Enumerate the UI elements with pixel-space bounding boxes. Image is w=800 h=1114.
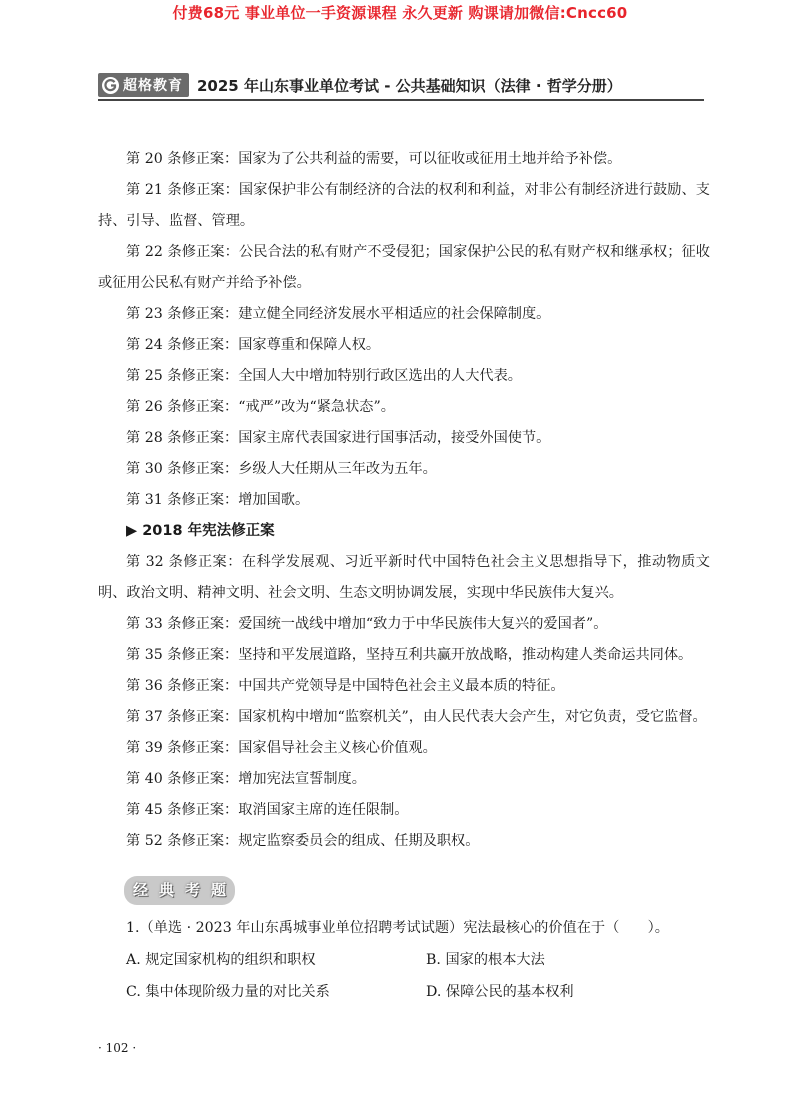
banner-char: 经 <box>132 881 148 899</box>
amendment-paragraph: 第 35 条修正案：坚持和平发展道路，坚持互利共赢开放战略，推动构建人类命运共同体。 <box>126 647 693 663</box>
amendment-paragraph: 第 25 条修正案：全国人大中增加特别行政区选出的人大代表。 <box>126 368 522 384</box>
amendment-paragraph: 第 45 条修正案：取消国家主席的连任限制。 <box>126 802 409 818</box>
amendment-paragraph: 第 23 条修正案：建立健全同经济发展水平相适应的社会保障制度。 <box>126 306 551 322</box>
amendment-paragraph: 第 22 条修正案：公民合法的私有财产不受侵犯；国家保护公民的私有财产权和继承权；征收或征用公民私有财产并给予补偿。 <box>98 244 710 291</box>
amendment-paragraph: 第 28 条修正案：国家主席代表国家进行国事活动，接受外国使节。 <box>126 430 551 446</box>
classic-questions-banner <box>124 876 235 905</box>
amendment-paragraph: 第 36 条修正案：中国共产党领导是中国特色社会主义最本质的特征。 <box>126 678 565 694</box>
amendment-paragraph: 第 21 条修正案：国家保护非公有制经济的合法的权利和利益，对非公有制经济进行鼓励、支持、引导、监督、管理。 <box>98 182 710 229</box>
option-d: D. 保障公民的基本权利 <box>426 984 574 1000</box>
amendment-paragraph: 第 32 条修正案：在科学发展观、习近平新时代中国特色社会主义思想指导下，推动物质文明、政治文明、精神文明、社会文明、生态文明协调发展，实现中华民族伟大复兴。 <box>98 554 710 601</box>
main-content <box>98 144 710 857</box>
amendment-paragraph: 第 30 条修正案：乡级人大任期从三年改为五年。 <box>126 461 437 477</box>
page-number: · 102 · <box>98 1041 137 1055</box>
header-divider <box>98 99 704 101</box>
amendment-paragraph: 第 24 条修正案：国家尊重和保障人权。 <box>126 337 381 353</box>
amendment-paragraph: 第 52 条修正案：规定监察委员会的组成、任期及职权。 <box>126 833 480 849</box>
logo-text: 超格教育 <box>123 78 183 94</box>
exam-question <box>98 912 710 1008</box>
book-title: 2025 年山东事业单位考试 - 公共基础知识（法律 · 哲学分册） <box>197 76 622 95</box>
amendment-paragraph: 第 20 条修正案：国家为了公共利益的需要，可以征收或征用土地并给予补偿。 <box>126 151 622 167</box>
brand-logo <box>98 73 189 97</box>
logo-g-icon <box>102 77 119 94</box>
option-b: B. 国家的根本大法 <box>426 952 545 968</box>
banner-char: 典 <box>158 881 174 899</box>
section-heading-2018: ▶ 2018 年宪法修正案 <box>126 523 275 539</box>
question-stem: 1.（单选 · 2023 年山东禹城事业单位招聘考试试题）宪法最核心的价值在于（ ）。 <box>126 920 669 936</box>
amendment-paragraph: 第 40 条修正案：增加宪法宣誓制度。 <box>126 771 366 787</box>
amendment-paragraph: 第 33 条修正案：爱国统一战线中增加“致力于中华民族伟大复兴的爱国者”。 <box>126 616 608 632</box>
page-header <box>98 72 622 98</box>
amendment-paragraph: 第 37 条修正案：国家机构中增加“监察机关”，由人民代表大会产生，对它负责，受它监督。 <box>126 709 707 725</box>
watermark-banner: 付费68元 事业单位一手资源课程 永久更新 购课请加微信:Cncc60 <box>172 4 628 22</box>
amendment-paragraph: 第 31 条修正案：增加国歌。 <box>126 492 310 508</box>
option-a: A. 规定国家机构的组织和职权 <box>126 952 316 968</box>
banner-char: 题 <box>210 881 226 899</box>
amendment-paragraph: 第 39 条修正案：国家倡导社会主义核心价值观。 <box>126 740 437 756</box>
banner-char: 考 <box>184 881 200 899</box>
option-c: C. 集中体现阶级力量的对比关系 <box>126 984 330 1000</box>
amendment-paragraph: 第 26 条修正案：“戒严”改为“紧急状态”。 <box>126 399 395 415</box>
answer-options <box>98 944 710 1008</box>
